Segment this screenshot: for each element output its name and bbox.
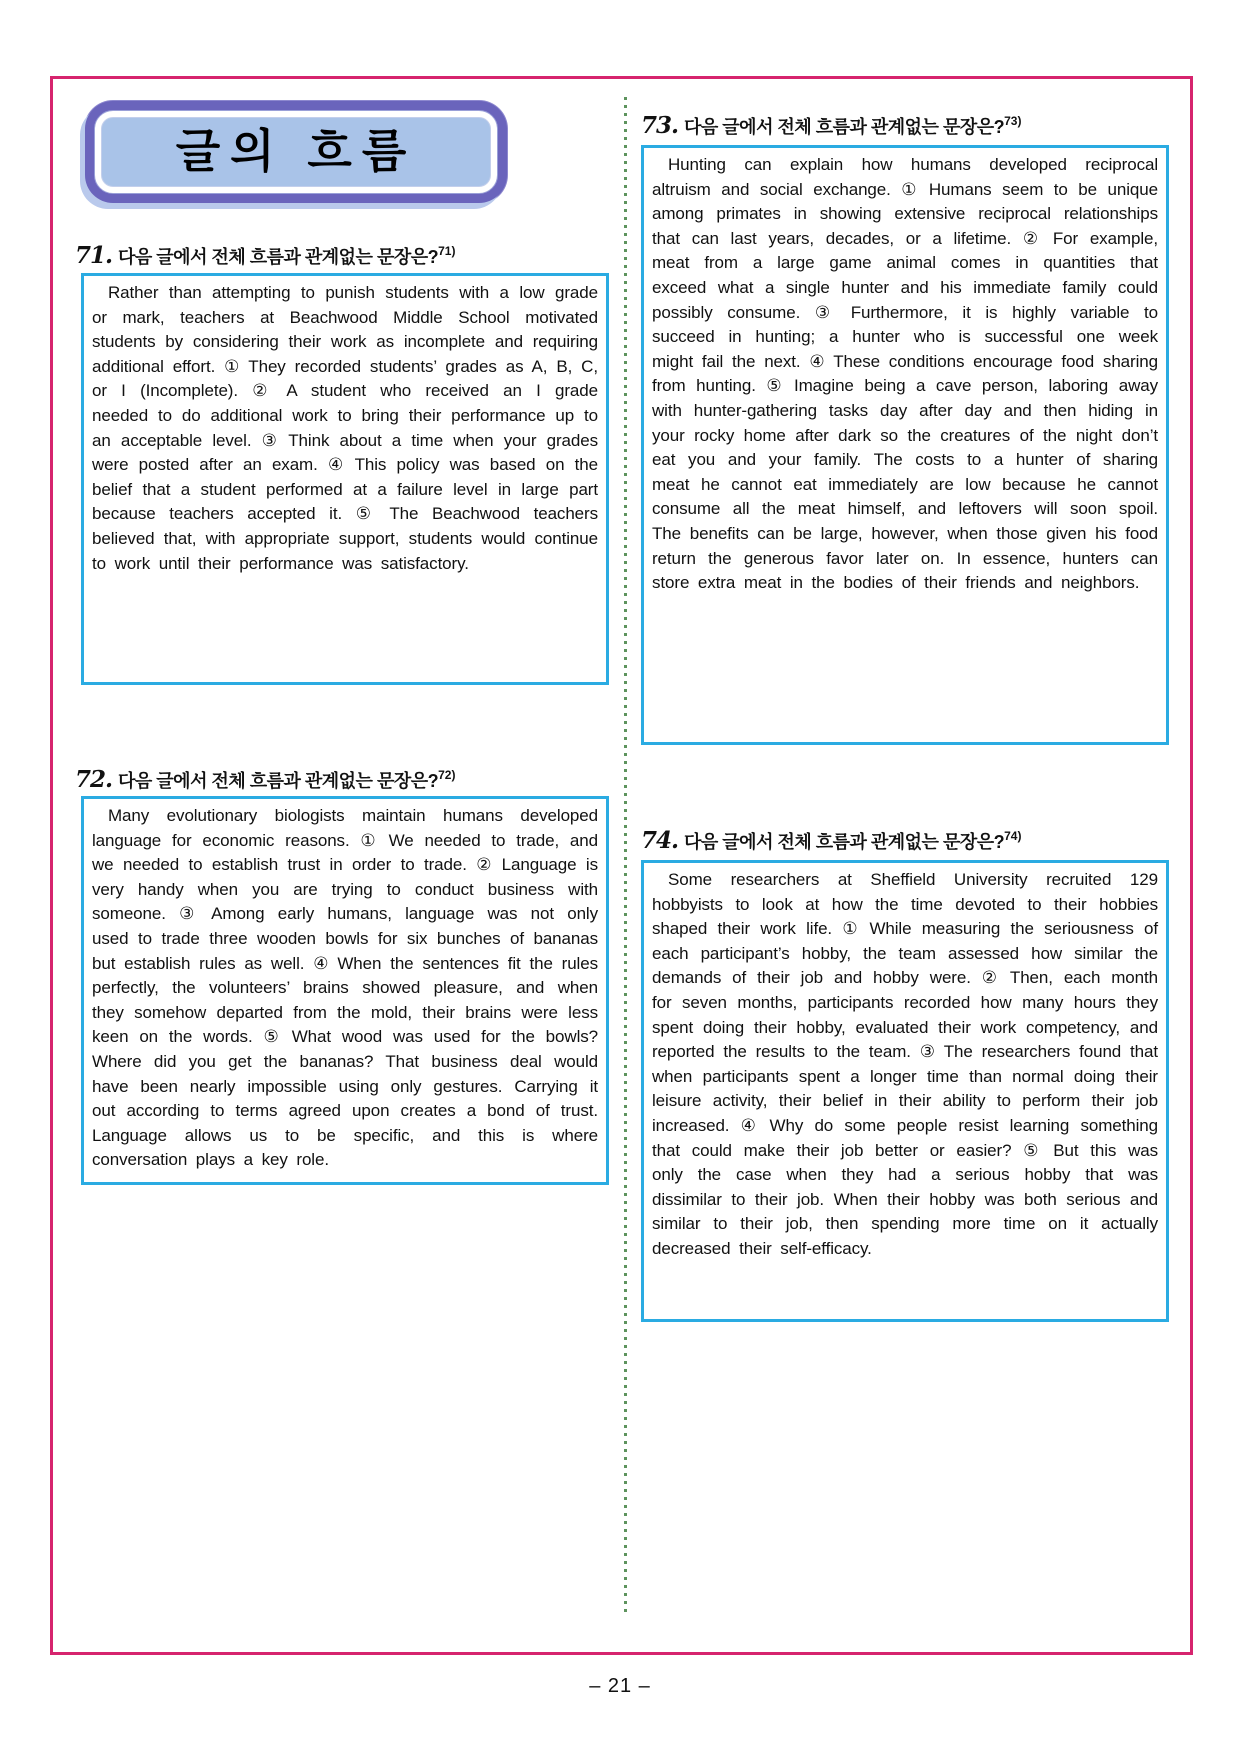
question-73-number: 73. [641,112,679,139]
question-74-passage-text: Some researchers at Sheffield University recruited 129 hobbyists to look at how the time devoted to their hobbies shaped their work life. ① While measuring the seriousness of each participant’s hobby, the team assessed how similar the demands of their job and hobby were. ② Then, each month for seven months, participants recorded how many hours they spent doing their hobby, evaluated their work competency, and reported the results to the team. ③ The researchers found that when participants spent a longer time than normal doing their leisure activity, their belief in their ability to perform their job increased. ④ Why do some people resist learning something that could make their job better or easier? ⑤ But this was only the case when they had a serious hobby that was dissimilar to their job. When their hobby was both serious and similar to their job, then spending more time on it actually decreased their self-efficacy. [652,870,1158,1258]
question-71-passage-box [81,273,609,685]
page-border-frame [50,76,1193,1655]
section-title: 글의 흐름 [175,125,417,177]
question-73-passage-box [641,145,1169,745]
question-74-header [641,827,1021,854]
question-71-footnote-ref: 71) [438,243,456,258]
question-72-prompt: 다음 글에서 전체 흐름과 관계없는 문장은? [118,771,439,791]
question-74-number: 74. [641,827,679,854]
column-divider [624,97,627,1615]
question-73-header [641,112,1021,139]
page-number: – 21 – [589,1675,651,1697]
question-72-footnote-ref: 72) [438,767,456,782]
question-72-header [75,766,455,793]
section-title-banner [85,101,507,203]
section-title-banner-fill [101,117,491,187]
section-title-banner-ring [94,110,498,194]
question-74-prompt: 다음 글에서 전체 흐름과 관계없는 문장은? [684,832,1005,852]
question-73-footnote-ref: 73) [1004,113,1022,128]
question-71-header [75,242,455,269]
question-72-passage-text: Many evolutionary biologists maintain humans developed language for economic reasons. ① We needed to trade, and we needed to establish trust in order to trade. ② Language is very handy when you are trying to conduct business with someone. ③ Among early humans, language was not only used to trade three wooden bowls for six bunches of bananas but establish rules as well. ④ When the sentences fit the rules perfectly, the volunteers’ brains showed pleasure, and when they somehow departed from the mold, their brains were less keen on the words. ⑤ What wood was used for the bowls? Where did you get the bananas? That business deal would have been nearly impossible using only gestures. Carrying it out according to terms agreed upon creates a bond of trust. Language allows us to be specific, and this is where conversation plays a key role. [92,806,598,1170]
question-74-passage-box [641,860,1169,1322]
question-71-passage-text: Rather than attempting to punish students with a low grade or mark, teachers at Beachwood Middle School motivated students by considering their work as incomplete and requiring additional effort. ① They recorded students’ grades as A, B, C, or I (Incomplete). ② A student who received an I grade needed to do additional work to bring their performance up to an acceptable level. ③ Think about a time when your grades were posted after an exam. ④ This policy was based on the belief that a student performed at a failure level in large part because teachers accepted it. ⑤ The Beachwood teachers believed that, with appropriate support, students would continue to work until their performance was satisfactory. [92,283,598,573]
question-73-prompt: 다음 글에서 전체 흐름과 관계없는 문장은? [684,117,1005,137]
question-73-passage-text: Hunting can explain how humans developed reciprocal altruism and social exchange. ① Humans seem to be unique among primates in showing extensive reciprocal relationships that can last years, decades, or a lifetime. ② For example, meat from a large game animal comes in quantities that exceed what a single hunter and his immediate family could possibly consume. ③ Furthermore, it is highly variable to succeed in hunting; a hunter who is successful one week might fail the next. ④ These conditions encourage food sharing from hunting. ⑤ Imagine being a cave person, laboring away with hunter-gathering tasks day after day and then hiding in your rocky home after dark so the creatures of the night don’t eat you and your family. The costs to a hunter of sharing meat he cannot eat immediately are low because he cannot consume all the meat himself, and leftovers will soon spoil. The benefits can be large, however, when those given his food return the generous favor later on. In essence, hunters can store extra meat in the bodies of their friends and neighbors. [652,155,1158,593]
question-72-passage-box [81,796,609,1185]
question-71-prompt: 다음 글에서 전체 흐름과 관계없는 문장은? [118,247,439,267]
question-72-number: 72. [75,766,113,793]
question-74-footnote-ref: 74) [1004,828,1022,843]
question-71-number: 71. [75,242,113,269]
